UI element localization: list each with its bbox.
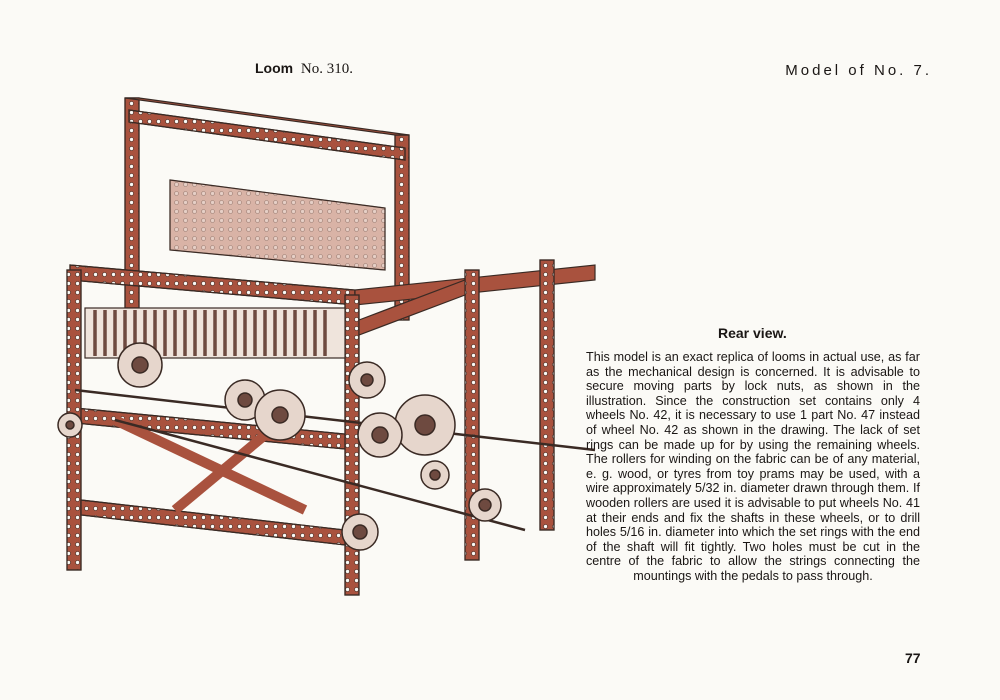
body-text: This model is an exact replica of looms in actual use, as far as the mechanical design is concerned. It is advisable to secure moving parts by lock nuts, as shown in the illustration. Since the construction set contains only 4 wheels No. 42, it is necessary to use 1 part No. 47 instead of wheel No. 42 as shown in the drawing. The lack of set rings can be made up for by using the remaining wheels. The rollers for winding on the fabric can be of any material, e. g. wood, or tyres from toy prams may be used, with a wire approximately 5/32 in. diameter drawn through them. If wooden rollers are used it is advisable to put wheels No. 41 at their ends and fix the shafts in these wheels, or to drill holes 5/16 in. diameter into which the set rings with the end of the shaft will fit tightly. Two holes must be cut in the centre of the fabric to allow the strings connecting the mountings with the pedals to pass through. <box>586 350 920 583</box>
caption-rear-view: Rear view. <box>718 325 787 341</box>
title-number: No. 310. <box>300 61 353 77</box>
loom-illustration <box>55 90 600 610</box>
page-number: 77 <box>905 650 921 666</box>
title-bold: Loom <box>255 60 294 76</box>
page-title <box>255 60 353 78</box>
model-label: Model of No. 7. <box>785 62 932 79</box>
